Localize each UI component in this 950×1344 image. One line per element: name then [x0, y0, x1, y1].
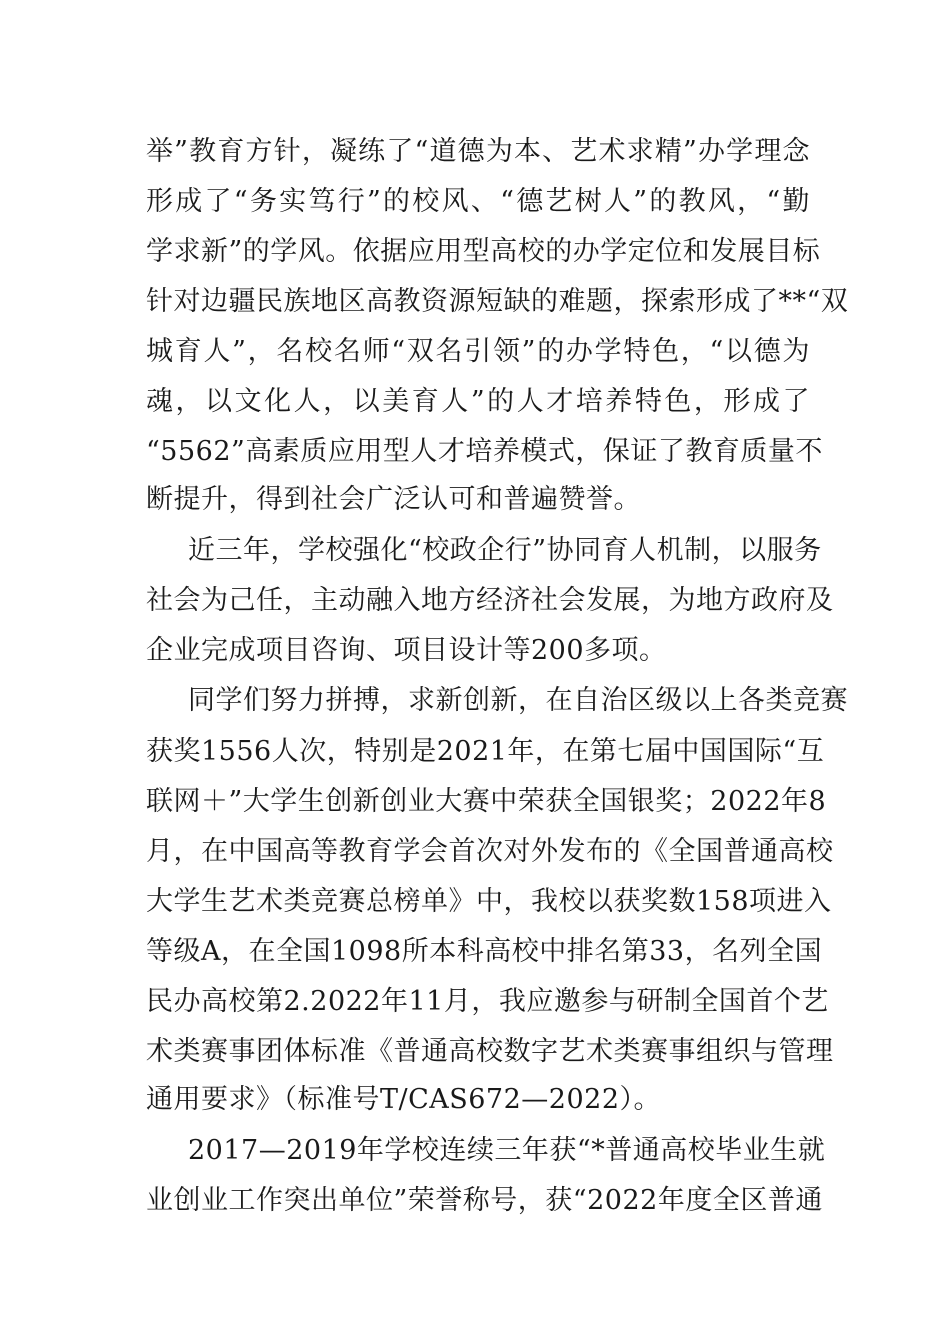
body-text-line: 大学生艺术类竞赛总榜单》中，我校以获奖数158项进入 — [146, 886, 832, 917]
paragraph-first-line: 2017—2019年学校连续三年获“*普通高校毕业生就 — [188, 1135, 826, 1166]
body-text-line: 举”教育方针，凝练了“道德为本、艺术求精”办学理念 — [146, 136, 810, 167]
body-text-line: 学求新”的学风。依据应用型高校的办学定位和发展目标 — [146, 236, 821, 267]
body-text-line: 业创业工作突出单位”荣誉称号，获“2022年度全区普通 — [146, 1185, 823, 1216]
body-text-line: 魂，以文化人，以美育人”的人才培养特色，形成了 — [146, 386, 810, 417]
body-text-line: 民办高校第2.2022年11月，我应邀参与研制全国首个艺 — [146, 986, 829, 1017]
body-text-line: 形成了“务实笃行”的校风、“德艺树人”的教风，“勤 — [146, 186, 810, 217]
body-text-line: 社会为己任，主动融入地方经济社会发展，为地方政府及 — [146, 585, 834, 616]
body-text-line: “5562”高素质应用型人才培养模式，保证了教育质量不 — [146, 436, 823, 467]
body-text-line: 月，在中国高等教育学会首次对外发布的《全国普通高校 — [146, 836, 834, 867]
body-text-line: 企业完成项目咨询、项目设计等200多项。 — [146, 635, 667, 666]
body-text-line: 等级A，在全国1098所本科高校中排名第33，名列全国 — [146, 936, 823, 967]
paragraph-first-line: 同学们努力拼搏，求新创新，在自治区级以上各类竞赛 — [188, 685, 848, 716]
paragraph-first-line: 近三年，学校强化“校政企行”协同育人机制，以服务 — [188, 535, 822, 566]
body-text-line: 断提升，得到社会广泛认可和普遍赞誉。 — [146, 484, 641, 515]
body-text-line: 术类赛事团体标准《普通高校数字艺术类赛事组织与管理 — [146, 1036, 834, 1067]
body-text-line: 联网＋”大学生创新创业大赛中荣获全国银奖；2022年8 — [146, 786, 827, 817]
body-text-line: 针对边疆民族地区高教资源短缺的难题，探索形成了**“双 — [146, 286, 849, 317]
body-text-line: 通用要求》（标准号T/CAS672—2022）。 — [146, 1084, 662, 1115]
body-text-line: 获奖1556人次，特别是2021年，在第七届中国国际“互 — [146, 736, 825, 767]
body-text-line: 城育人”，名校名师“双名引领”的办学特色，“以德为 — [146, 336, 810, 367]
